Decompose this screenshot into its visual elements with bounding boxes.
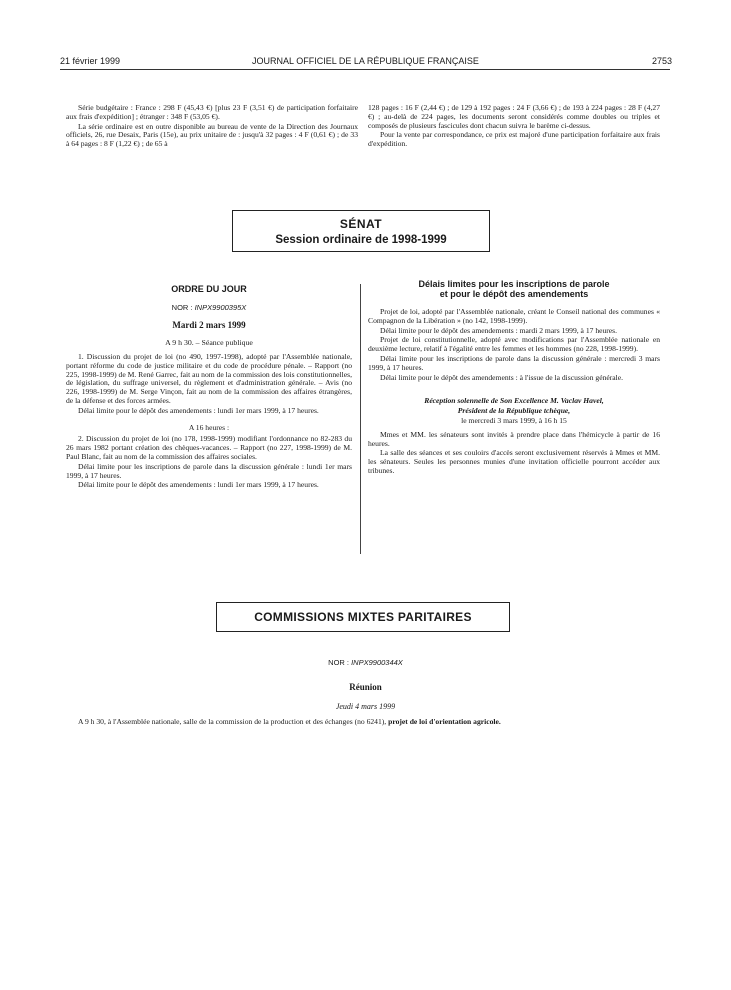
- delais-paragraph-2: Délai limite pour le dépôt des amendements : mardi 2 mars 1999, à 17 heures.: [380, 325, 618, 335]
- reunion-heading: Réunion: [349, 682, 382, 692]
- header-date: 21 février 1999: [60, 56, 121, 66]
- reunion-date: Jeudi 4 mars 1999: [335, 702, 396, 711]
- reunion-project: projet de loi d'orientation agricole.: [388, 717, 501, 726]
- cmp-nor-code: INPX9900344X: [351, 658, 403, 667]
- top-left-column: [66, 104, 358, 150]
- cmp-title: COMMISSIONS MIXTES PARITAIRES: [254, 610, 472, 624]
- journal-title: JOURNAL OFFICIEL DE LA RÉPUBLIQUE FRANÇAISE: [252, 56, 479, 66]
- nor-label: NOR :: [171, 303, 195, 312]
- delai-amendements-2: Délai limite pour le dépôt des amendements : lundi 1er mars 1999, à 17 heures.: [78, 480, 319, 490]
- top-right-paragraph-2: Pour la vente par correspondance, ce prix est majoré d'une participation forfaitaire aux frais d'expédition.: [368, 130, 660, 149]
- top-right-column: [368, 104, 660, 150]
- session-title: Session ordinaire de 1998-1999: [275, 234, 447, 246]
- column-divider: [360, 284, 361, 554]
- delais-heading-line-1: Délais limites pour les inscriptions de parole: [418, 279, 610, 289]
- delais-paragraph-1: Projet de loi, adopté par l'Assemblée nationale, créant le Conseil national des communes « Compagnon de la Libération » (no 142, 1998-1999).: [368, 307, 660, 325]
- ordre-du-jour-heading: ORDRE DU JOUR: [171, 284, 247, 294]
- delai-amendements-1: Délai limite pour le dépôt des amendements : lundi 1er mars 1999, à 17 heures.: [78, 405, 319, 415]
- top-left-paragraph-2: La série ordinaire est en outre disponible au bureau de vente de la Direction des Journaux officiels, 26, rue Desaix, Paris (15e), au prix unitaire de : jusqu'à 32 pages : 4 F (0,61 €) ; de 33 à 64 pages : 8 F (1,22 €) ; de 65 à: [66, 121, 358, 149]
- delais-paragraph-3: Projet de loi constitutionnelle, adopté avec modifications par l'Assemblée nationale en deuxième lecture, relatif à l'égalité entre les femmes et les hommes (no 228, 1998-1999).: [368, 335, 660, 354]
- agenda-item-1: 1. Discussion du projet de loi (no 490, 1997-1998), adopté par l'Assemblée nationale, portant réforme du code de justice militaire et du code de procédure pénale. – Rapport (no 225, 1998-1999) de M. René Garrec, fait au nom de la commission des lois constitutionnelles, de législation, du suffrage universel, du règlement et d'administration générale. – Avis (no 226, 1998-1999) de M. Serge Vinçon, fait au nom de la commission des affaires étrangères, de la défense et des forces armées.: [66, 352, 352, 405]
- reception-line-2: Président de la République tchèque,: [457, 406, 571, 416]
- delais-paragraph-4: Délai limite pour les inscriptions de parole dans la discussion générale : mercredi 3 mars 1999, à 17 heures.: [368, 353, 660, 372]
- reunion-paragraph: [66, 718, 660, 727]
- reunion-text: A 9 h 30, à l'Assemblée nationale, salle de la commission de la production et des échanges (no 6241),: [78, 717, 389, 726]
- delais-body: [368, 308, 660, 477]
- delais-heading: [368, 279, 660, 299]
- agenda-item-2: 2. Discussion du projet de loi (no 178, 1998-1999) modifiant l'ordonnance no 82-283 du 26 mars 1982 portant création des chèques-vacances. – Rapport (no 227, 1998-1999) de M. Paul Blanc, fait au nom de la commission des affaires sociales.: [66, 434, 352, 461]
- seance-time-2: A 16 heures :: [188, 422, 230, 432]
- senat-title-box: [232, 210, 490, 252]
- reception-paragraph-2: La salle des séances et ses couloirs d'accès seront exclusivement réservés à Mmes et MM. les sénateurs. Seules les personnes munies d'une invitation officielle pourront accéder aux tribunes.: [368, 448, 660, 475]
- reception-date: le mercredi 3 mars 1999, à 16 h 15: [461, 415, 567, 425]
- seance-time: A 9 h 30. – Séance publique: [165, 338, 253, 347]
- delai-parole-2: Délai limite pour les inscriptions de parole dans la discussion générale : lundi 1er mars 1999, à 17 heures.: [66, 461, 352, 480]
- header-rule: [60, 69, 670, 70]
- reception-paragraph-1: Mmes et MM. les sénateurs sont invités à prendre place dans l'hémicycle à partir de 16 heures.: [368, 429, 660, 448]
- delais-paragraph-5: Délai limite pour le dépôt des amendements : à l'issue de la discussion générale.: [380, 372, 624, 382]
- top-right-paragraph-1: 128 pages : 16 F (2,44 €) ; de 129 à 192 pages : 24 F (3,66 €) ; de 193 à 224 pages : 28 F (4,27 €) ; au-delà de 224 pages, les documents seront considérés comme doubles ou triples et composés de plusieurs fascicules dont chacun suivra le barème ci-dessus.: [368, 103, 660, 130]
- cmp-nor-label: NOR :: [328, 658, 352, 667]
- session-date: Mardi 2 mars 1999: [172, 320, 246, 330]
- nor-code: INPX9900395X: [194, 303, 247, 312]
- top-left-paragraph-1: Série budgétaire : France : 298 F (45,43 €) [plus 23 F (3,51 €) de participation forfaitaire aux frais d'expédition] ; étranger : 348 F (53,05 €).: [66, 103, 358, 121]
- ordre-du-jour-body: [66, 353, 352, 491]
- cmp-nor: [0, 658, 731, 667]
- delais-heading-line-2: et pour le dépôt des amendements: [439, 289, 589, 299]
- cmp-title-box: [216, 602, 510, 632]
- reception-line-1: Réception solennelle de Son Excellence M. Vaclav Havel,: [424, 396, 604, 406]
- reunion-body: [66, 718, 660, 728]
- senat-title: SÉNAT: [339, 217, 383, 231]
- ordre-nor: [66, 303, 352, 312]
- page-number: 2753: [652, 56, 673, 66]
